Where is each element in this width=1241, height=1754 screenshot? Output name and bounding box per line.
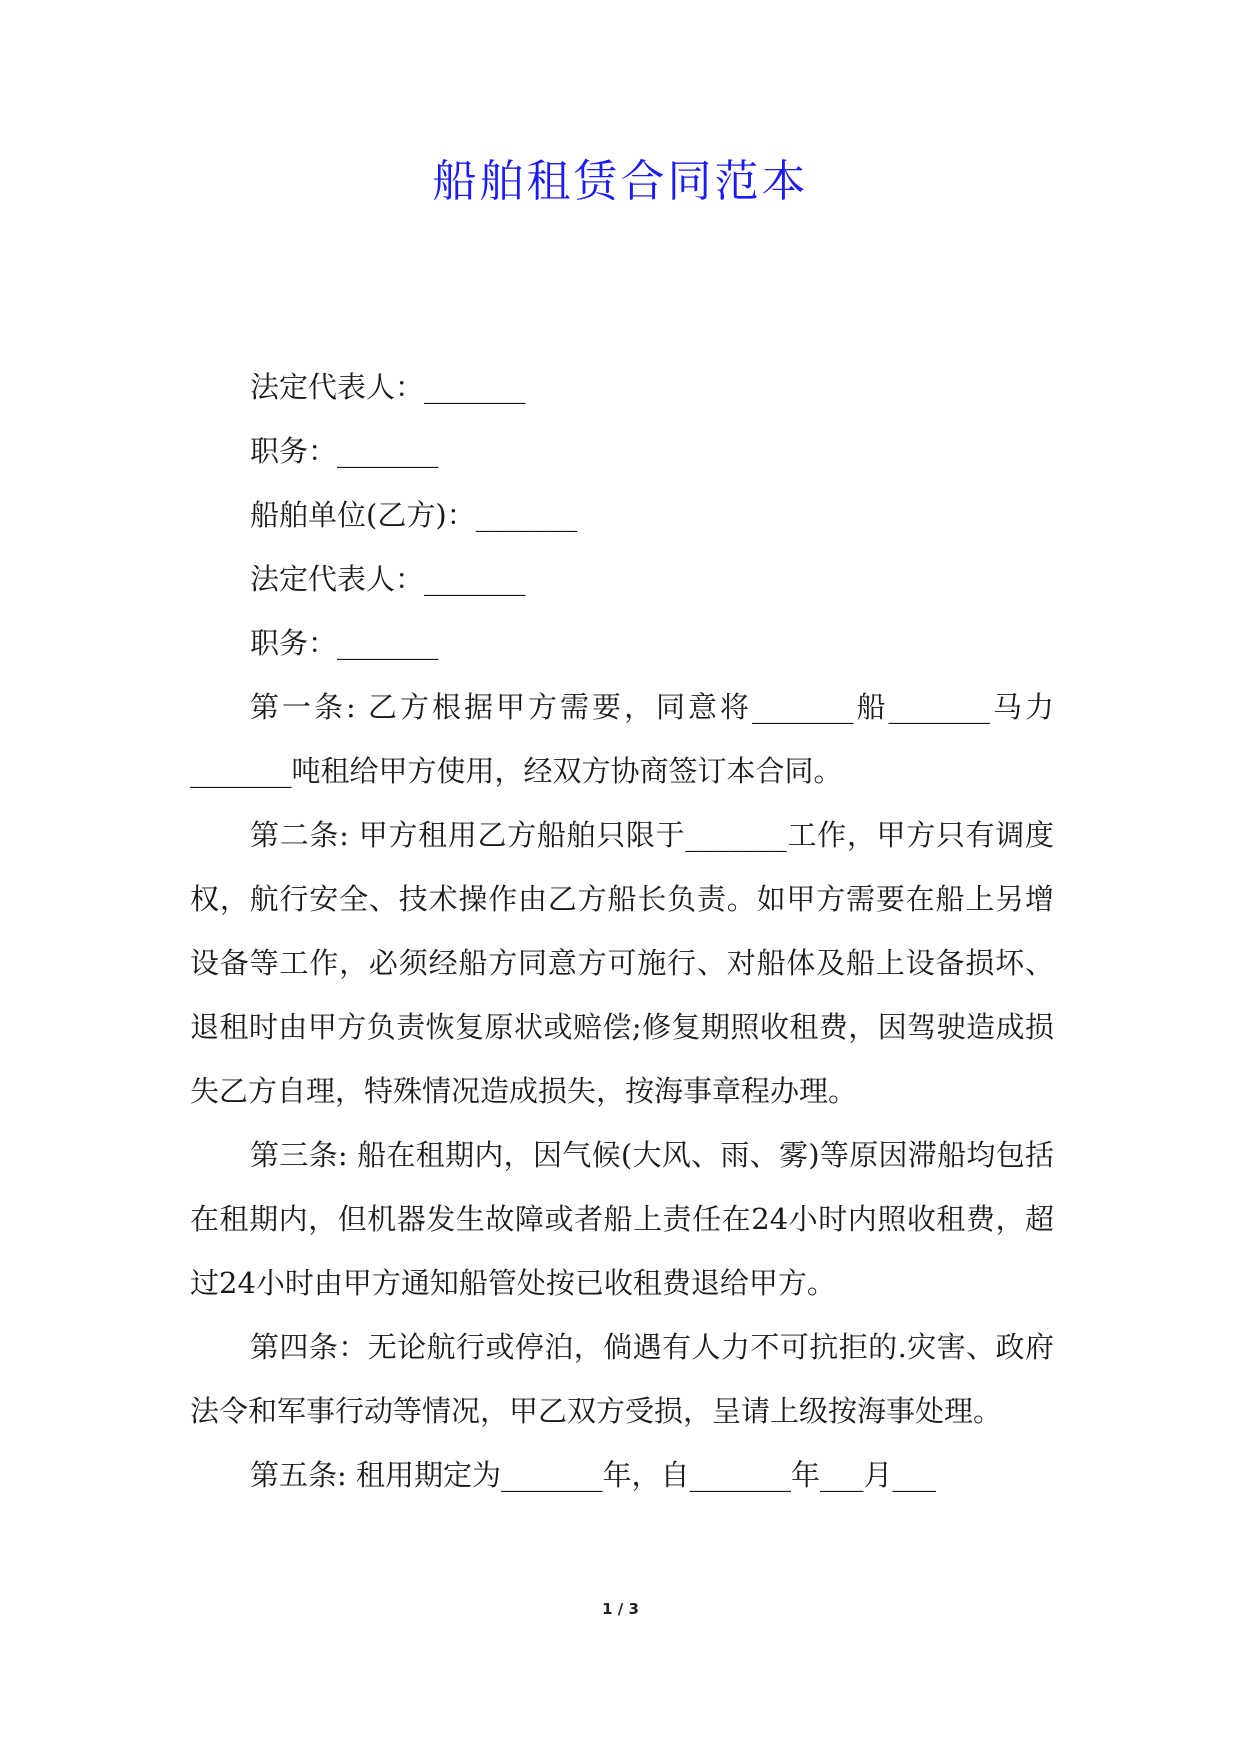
document-body (190, 355, 1054, 1507)
clause-4: 第四条：无论航行或停泊，倘遇有人力不可抗拒的.灾害、政府法令和军事行动等情况，甲乙双方受损，呈请上级按海事处理。 (190, 1330, 1054, 1428)
field-position-a: 职务：_______ (250, 434, 439, 468)
field-position-b: 职务：_______ (250, 626, 439, 660)
field-ship-unit-party-b: 船舶单位(乙方)：_______ (250, 498, 578, 532)
field-legal-representative-b: 法定代表人：_______ (250, 562, 526, 596)
page-number: 1 / 3 (602, 1600, 639, 1618)
field-legal-representative-a: 法定代表人：_______ (250, 370, 526, 404)
clause-2: 第二条: 甲方租用乙方船舶只限于_______工作，甲方只有调度权，航行安全、技术操作由乙方船长负责。如甲方需要在船上另增设备等工作，必须经船方同意方可施行、对船体及船上设备损坏、退租时由甲方负责恢复原状或赔偿;修复期照收租费，因驾驶造成损失乙方自理，特殊情况造成损失，按海事章程办理。 (190, 818, 1054, 1108)
clause-1: 第一条: 乙方根据甲方需要，同意将_______船_______马力_______吨租给甲方使用，经双方协商签订本合同。 (190, 690, 1054, 788)
document-title: 船舶租赁合同范本 (432, 156, 809, 207)
clause-5: 第五条: 租用期定为_______年，自_______年___月___ (250, 1458, 936, 1492)
clause-3: 第三条: 船在租期内，因气候(大风、雨、雾)等原因滞船均包括在租期内，但机器发生故障或者船上责任在24小时内照收租费，超过24小时由甲方通知船管处按已收租费退给甲方。 (190, 1138, 1054, 1300)
